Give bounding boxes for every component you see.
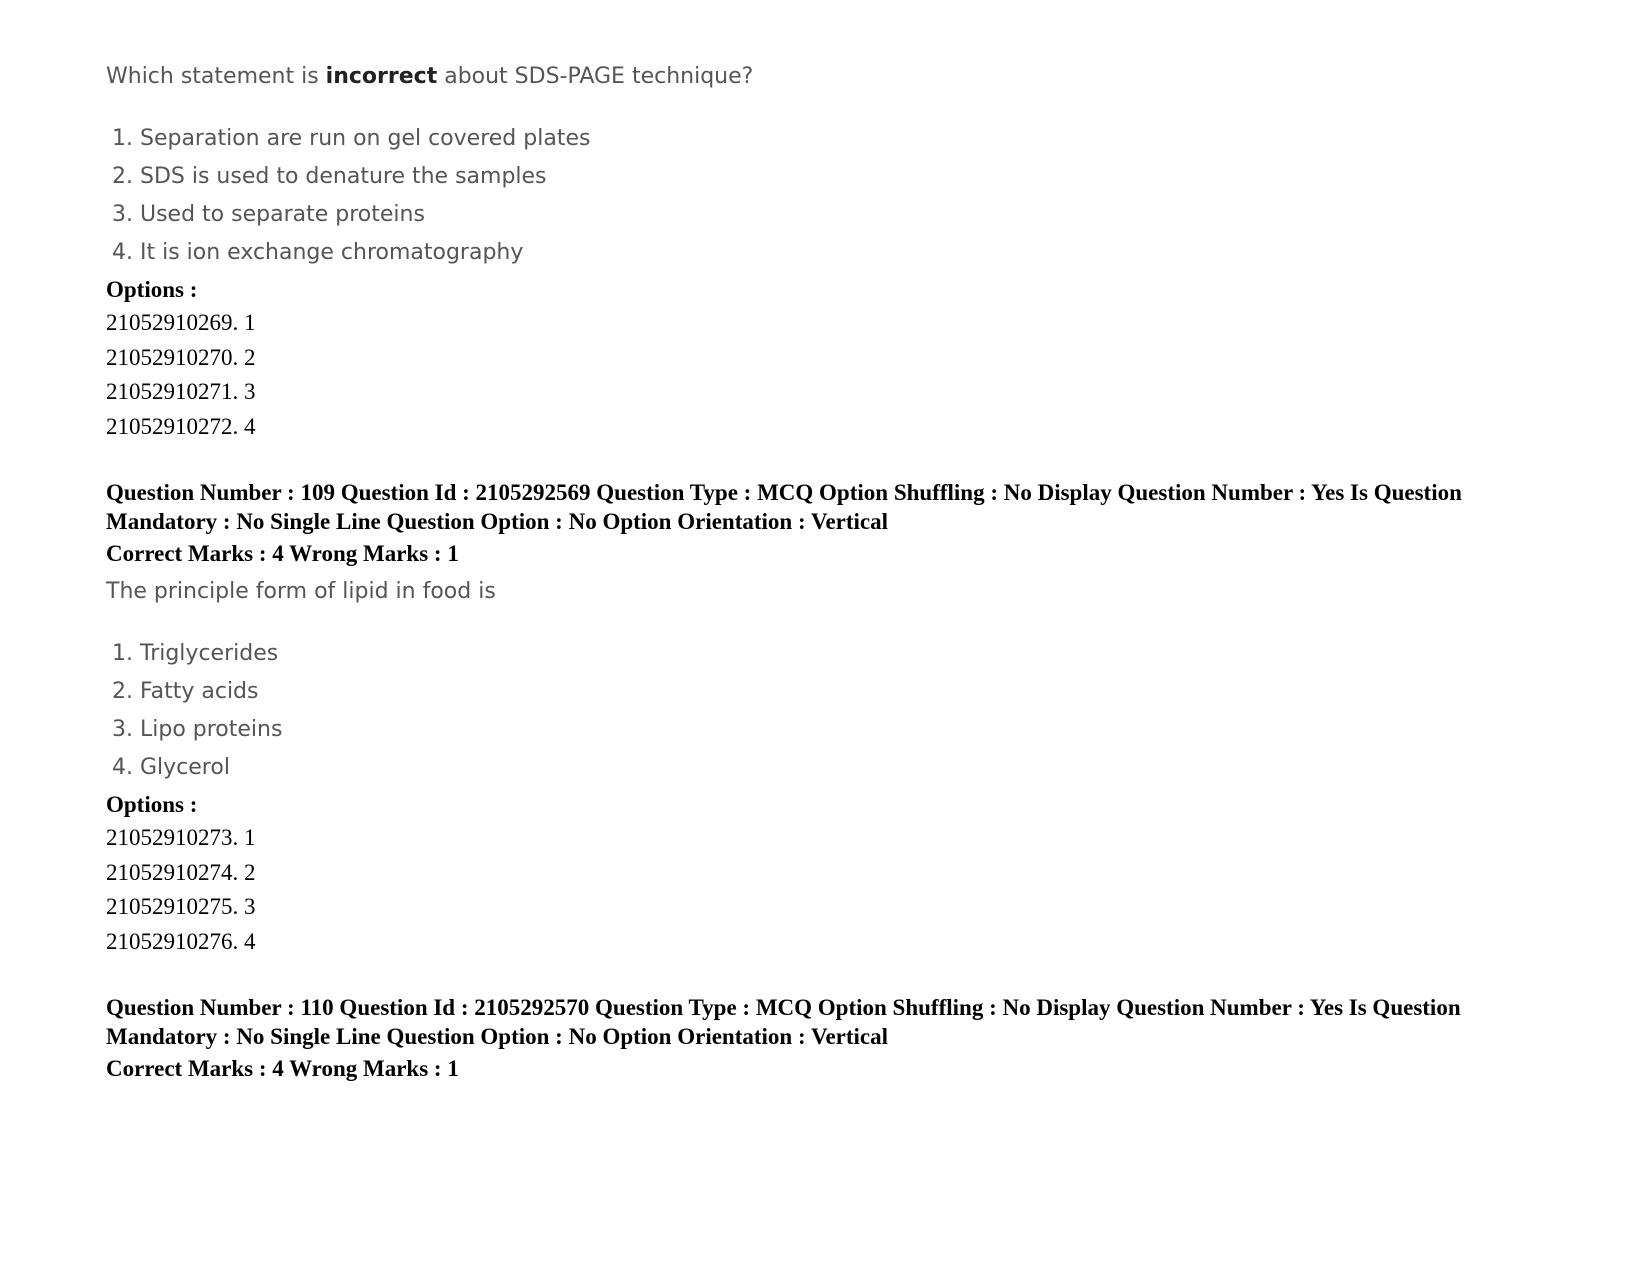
option-id-row: 21052910276. 4 (106, 928, 256, 954)
question-block (106, 993, 1566, 1086)
option-id-row: 21052910271. 3 (106, 379, 256, 404)
answer-choice: 1. Separation are run on gel covered plates (112, 126, 591, 151)
question-stem-text: Which statement is (106, 64, 326, 89)
question-stem-emphasis: incorrect (325, 64, 438, 89)
answer-choice: 4. Glycerol (112, 755, 230, 780)
marks-info: Correct Marks : 4 Wrong Marks : 1 (106, 1056, 459, 1081)
question-metadata: Question Number : 109 Question Id : 2105292569 Question Type : MCQ Option Shuffling : No Display Question Number : Yes Is Question Mandatory : No Single Line Question Option : No Option Orientation : Vertical (106, 480, 1462, 534)
question-stem: The principle form of lipid in food is (106, 579, 496, 604)
option-id-row: 21052910273. 1 (106, 825, 256, 850)
answer-choices-list (106, 635, 1566, 787)
question-stem-text: about SDS-PAGE technique? (437, 64, 754, 89)
options-heading: Options : (106, 277, 198, 302)
question-stem (106, 60, 1566, 94)
answer-choice: 4. It is ion exchange chromatography (112, 240, 524, 265)
answer-choice: 3. Lipo proteins (112, 717, 283, 742)
question-block (106, 478, 1566, 959)
answer-choices-list (106, 120, 1566, 272)
marks-info: Correct Marks : 4 Wrong Marks : 1 (106, 541, 459, 566)
option-id-row: 21052910270. 2 (106, 344, 256, 370)
option-id-row: 21052910272. 4 (106, 413, 256, 439)
answer-choice: 3. Used to separate proteins (112, 202, 425, 227)
question-paper-page (106, 60, 1566, 1086)
answer-choice: 1. Triglycerides (112, 641, 279, 666)
option-id-row: 21052910274. 2 (106, 859, 256, 885)
question-metadata: Question Number : 110 Question Id : 2105292570 Question Type : MCQ Option Shuffling : No Display Question Number : Yes Is Question Mandatory : No Single Line Question Option : No Option Orientation : Vertical (106, 995, 1461, 1049)
options-heading: Options : (106, 792, 198, 817)
option-id-row: 21052910269. 1 (106, 310, 256, 335)
option-id-row: 21052910275. 3 (106, 894, 256, 919)
answer-choice: 2. Fatty acids (112, 679, 259, 704)
question-block (106, 60, 1566, 444)
answer-choice: 2. SDS is used to denature the samples (112, 164, 547, 189)
